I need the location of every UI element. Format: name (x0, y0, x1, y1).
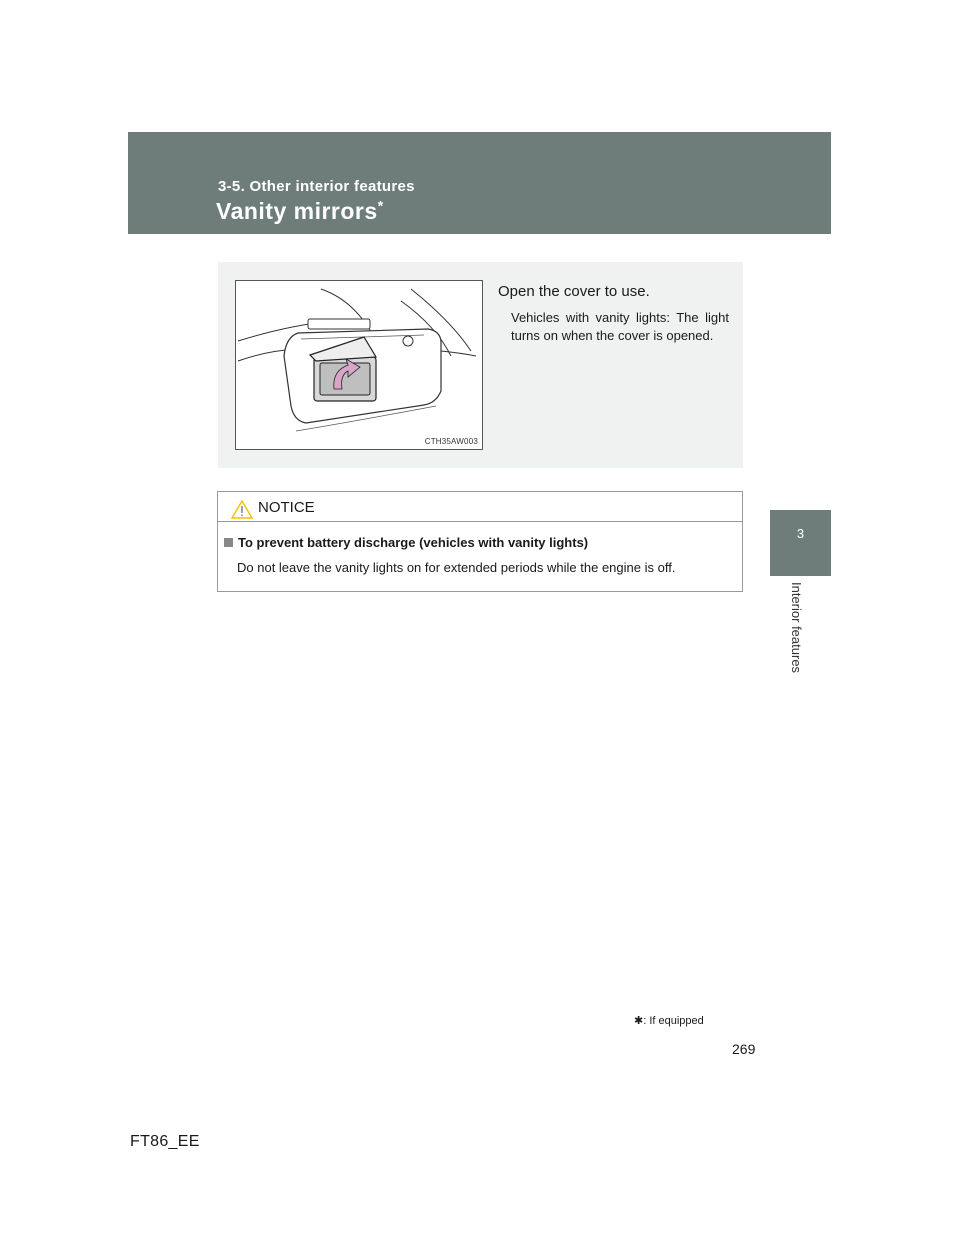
instruction-panel (218, 262, 743, 468)
warning-triangle-icon (231, 500, 253, 519)
section-label: 3-5. Other interior features (218, 178, 415, 195)
notice-heading: NOTICE (258, 499, 315, 516)
instruction-note: Vehicles with vanity lights: The light turns on when the cover is opened. (511, 310, 729, 343)
notice-item-title (224, 535, 588, 550)
notice-box (217, 491, 743, 592)
square-bullet-icon (224, 538, 233, 547)
document-code: FT86_EE (130, 1133, 200, 1150)
instruction-text: Open the cover to use. (498, 283, 650, 300)
notice-item-title-text: To prevent battery discharge (vehicles with vanity lights) (238, 535, 589, 550)
notice-header (218, 492, 742, 522)
figure-code: CTH35AW003 (424, 437, 478, 446)
sun-visor-drawing (236, 281, 482, 449)
chapter-number: 3 (796, 526, 805, 541)
if-equipped-mark: * (377, 197, 384, 214)
chapter-label: Interior features (789, 582, 804, 674)
page-number: 269 (732, 1041, 756, 1057)
section-header (128, 132, 831, 234)
page-title (216, 198, 384, 225)
notice-item-text: Do not leave the vanity lights on for extended periods while the engine is off. (237, 560, 676, 575)
footnote: ✱: If equipped (634, 1015, 704, 1027)
chapter-tab (770, 510, 831, 576)
vanity-mirror-illustration (235, 280, 483, 450)
page-title-text: Vanity mirrors (216, 198, 378, 224)
